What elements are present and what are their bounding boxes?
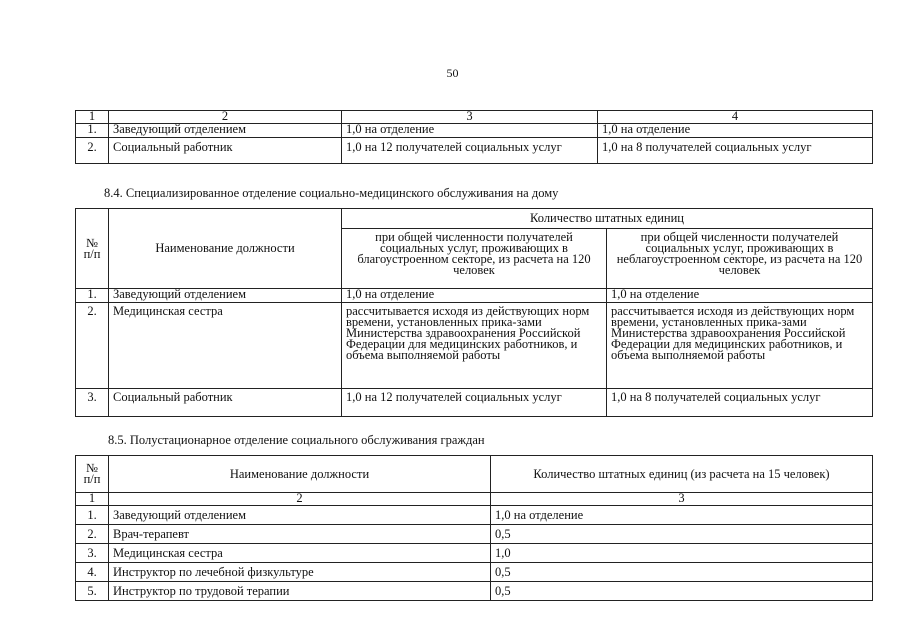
table-row [76,582,873,601]
number-column-header: № п/п [76,456,109,493]
staff-count: 0,5 [491,563,873,582]
row-number: 2. [76,525,109,544]
section-heading: 8.4. Специализированное отделение социально-медицинского обслуживания на дому [104,186,559,200]
position-name: Заведующий отделением [109,289,342,303]
header-row [76,209,873,229]
staff-table-8-5 [75,455,873,601]
column-number: 3 [342,111,598,124]
staff-count: 1,0 на 8 получателей социальных услуг [607,389,873,417]
staff-count: 1,0 на 8 получателей социальных услуг [598,138,873,164]
staff-count: 0,5 [491,582,873,601]
position-name: Заведующий отделением [109,506,491,525]
table-row [76,544,873,563]
unfavorable-sector-header: при общей численности получателей социальных услуг, проживающих в неблагоустроенном секторе, из расчета на 120 человек [607,229,873,289]
column-number: 3 [491,493,873,506]
position-column-header: Наименование должности [109,456,491,493]
table-row [76,138,873,164]
number-column-header: № п/п [76,209,109,289]
position-name: Социальный работник [109,389,342,417]
staff-count: 1,0 на отделение [342,124,598,138]
staff-count: рассчитывается исходя из действующих норм времени, установленных прика-зами Министерства здравоохранения Российской Федерации для медицинских работников, и объема выполняемой работы [607,303,873,389]
column-number: 1 [76,493,109,506]
position-name: Медицинская сестра [109,544,491,563]
staff-count: рассчитывается исходя из действующих норм времени, установленных прика-зами Министерства здравоохранения Российской Федерации для медицинских работников, и объема выполняемой работы [342,303,607,389]
column-number-row [76,493,873,506]
table-row [76,124,873,138]
row-number: 1. [76,506,109,525]
staff-table-8-4 [75,208,873,417]
table-row [76,506,873,525]
table-row [76,289,873,303]
staff-count: 1,0 на отделение [598,124,873,138]
row-number: 2. [76,303,109,389]
staff-count: 1,0 на отделение [607,289,873,303]
staff-count: 1,0 на 12 получателей социальных услуг [342,389,607,417]
position-name: Врач-терапевт [109,525,491,544]
page-number: 50 [446,66,459,80]
row-number: 5. [76,582,109,601]
column-number-row [76,111,873,124]
column-number: 4 [598,111,873,124]
position-name: Медицинская сестра [109,303,342,389]
staff-count: 1,0 на 12 получателей социальных услуг [342,138,598,164]
quantity-column-header: Количество штатных единиц [342,209,873,229]
row-number: 3. [76,544,109,563]
quantity-column-header: Количество штатных единиц (из расчета на 15 человек) [491,456,873,493]
table-row [76,525,873,544]
column-number: 1 [76,111,109,124]
table-row [76,563,873,582]
position-name: Заведующий отделением [109,124,342,138]
staff-count: 1,0 на отделение [491,506,873,525]
row-number: 1. [76,124,109,138]
column-number: 2 [109,111,342,124]
table-row [76,389,873,417]
row-number: 3. [76,389,109,417]
header-row [76,456,873,493]
row-number: 4. [76,563,109,582]
table-row [76,303,873,389]
row-number: 2. [76,138,109,164]
staff-count: 1,0 [491,544,873,563]
position-name: Инструктор по лечебной физкультуре [109,563,491,582]
position-column-header: Наименование должности [109,209,342,289]
position-name: Социальный работник [109,138,342,164]
row-number: 1. [76,289,109,303]
staff-count: 1,0 на отделение [342,289,607,303]
section-heading: 8.5. Полустационарное отделение социального обслуживания граждан [108,433,485,447]
staff-count: 0,5 [491,525,873,544]
staff-table-continued [75,110,873,164]
position-name: Инструктор по трудовой терапии [109,582,491,601]
column-number: 2 [109,493,491,506]
favorable-sector-header: при общей численности получателей социальных услуг, проживающих в благоустроенном секторе, из расчета на 120 человек [342,229,607,289]
